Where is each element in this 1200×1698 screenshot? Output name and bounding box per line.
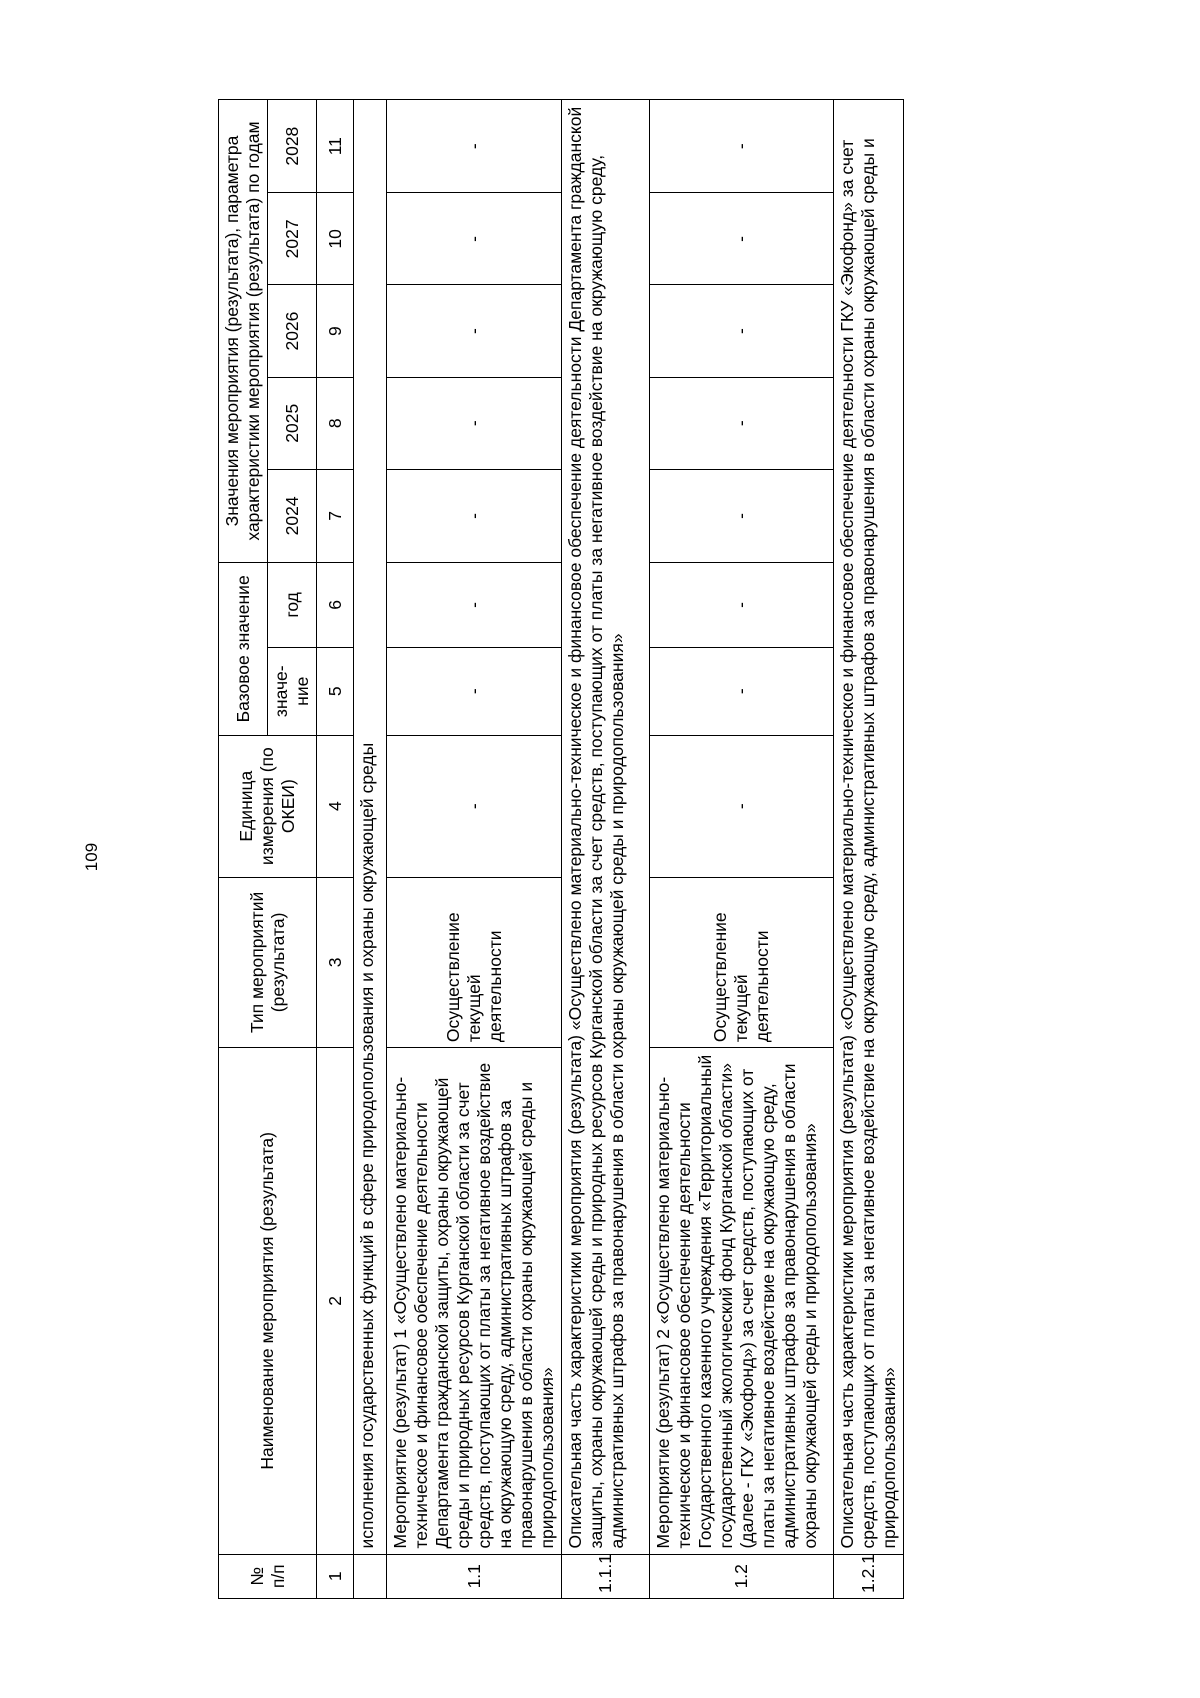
column-number: 1 xyxy=(317,1554,354,1598)
row-name: Мероприятие (результат) 2 «Осуществлено материально-техническое и финансовое обеспечение деятельности Государственного казенного учреждения «Территориальный государственный экологический фонд Курганской области» (далее - ГКУ «Экофонд») за счет средств, поступающих от платы за негативное воздействие на окружающую среду, административных штрафов за правонарушения в области охраны окружающей среды и природопользования» xyxy=(650,1048,834,1554)
row-value: - xyxy=(387,100,562,193)
header-type: Тип мероприятий (результата) xyxy=(219,877,317,1048)
row-value: - xyxy=(387,647,562,735)
row-value: - xyxy=(650,563,834,648)
section-title: исполнения государственных функций в сфере природопользования и охраны окружающей среды xyxy=(354,100,387,1555)
row-value: - xyxy=(650,647,834,735)
header-year-2025: 2025 xyxy=(268,377,317,469)
row-type: Осуществление текущей деятельности xyxy=(650,877,834,1048)
row-num: 1.1.1 xyxy=(562,1554,650,1598)
row-value: - xyxy=(650,377,834,469)
row-unit: - xyxy=(387,735,562,877)
header-values: Значения мероприятия (результата), параметра характеристики мероприятия (результата) по годам xyxy=(219,100,268,563)
header-year-2026: 2026 xyxy=(268,285,317,377)
row-value: - xyxy=(387,193,562,285)
header-base: Базовое значение xyxy=(219,563,268,736)
column-number: 7 xyxy=(317,469,354,562)
column-number: 3 xyxy=(317,877,354,1048)
table-row xyxy=(387,100,562,1599)
column-number: 8 xyxy=(317,377,354,469)
header-base-year: год xyxy=(268,563,317,648)
row-num: 1.1 xyxy=(387,1554,562,1598)
header-year-2028: 2028 xyxy=(268,100,317,193)
row-description: Описательная часть характеристики мероприятия (результата) «Осуществлено материально-техническое и финансовое обеспечение деятельности ГКУ «Экофонд» за счет средств, поступающих от платы за негативное воздействие на окружающую среду, административных штрафов за правонарушения в области охраны окружающей среды и природопользования» xyxy=(834,100,904,1555)
header-year-2027: 2027 xyxy=(268,193,317,285)
section-num-cell xyxy=(354,1554,387,1598)
row-value: - xyxy=(650,469,834,562)
row-type: Осуществление текущей деятельности xyxy=(387,877,562,1048)
header-unit: Единица измерения (по ОКЕИ) xyxy=(219,735,317,877)
header-name: Наименование мероприятия (результата) xyxy=(219,1048,317,1554)
rotated-table-sheet xyxy=(218,99,899,1599)
row-num: 1.2.1 xyxy=(834,1554,904,1598)
row-value: - xyxy=(650,285,834,377)
row-value: - xyxy=(387,469,562,562)
table-row xyxy=(834,100,904,1599)
row-num: 1.2 xyxy=(650,1554,834,1598)
header-base-value: значе-ние xyxy=(268,647,317,735)
column-number: 4 xyxy=(317,735,354,877)
page-number: 109 xyxy=(82,842,101,872)
section-row xyxy=(354,100,387,1599)
row-value: - xyxy=(387,563,562,648)
row-unit: - xyxy=(650,735,834,877)
header-row-1 xyxy=(219,100,268,1599)
header-year-2024: 2024 xyxy=(268,469,317,562)
column-number: 9 xyxy=(317,285,354,377)
row-value: - xyxy=(387,377,562,469)
row-description: Описательная часть характеристики мероприятия (результата) «Осуществлено материально-техническое и финансовое обеспечение деятельности Департамента гражданской защиты, охраны окружающей среды и природных ресурсов Курганской области за счет средств, поступающих от платы за негативное воздействие на окружающую среду, административных штрафов за правонарушения в области охраны окружающей среды и природопользования» xyxy=(562,100,650,1555)
table-row xyxy=(650,100,834,1599)
column-number: 5 xyxy=(317,647,354,735)
column-number: 10 xyxy=(317,193,354,285)
column-numbers-row xyxy=(317,100,354,1599)
measures-table xyxy=(218,99,904,1599)
row-name: Мероприятие (результат) 1 «Осуществлено материально-техническое и финансовое обеспечение деятельности Департамента гражданской защиты, охраны окружающей среды и природных ресурсов Курганской области за счет средств, поступающих от платы за негативное воздействие на окружающую среду, административных штрафов за правонарушения в области охраны окружающей среды и природопользования» xyxy=(387,1048,562,1554)
column-number: 11 xyxy=(317,100,354,193)
header-num: № п/п xyxy=(219,1554,317,1598)
row-value: - xyxy=(387,285,562,377)
row-value: - xyxy=(650,193,834,285)
table-row xyxy=(562,100,650,1599)
column-number: 6 xyxy=(317,563,354,648)
row-value: - xyxy=(650,100,834,193)
column-number: 2 xyxy=(317,1048,354,1554)
